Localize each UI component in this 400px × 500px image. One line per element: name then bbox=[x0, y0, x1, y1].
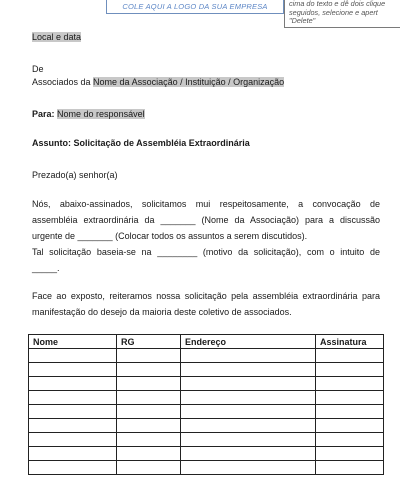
recipient-label: Para: bbox=[32, 109, 55, 119]
table-row[interactable] bbox=[29, 391, 384, 405]
logo-placeholder[interactable] bbox=[106, 0, 284, 14]
table-cell[interactable] bbox=[117, 433, 181, 447]
table-cell[interactable] bbox=[117, 377, 181, 391]
instruction-text bbox=[289, 0, 400, 26]
table-cell[interactable] bbox=[181, 405, 316, 419]
table-cell[interactable] bbox=[117, 391, 181, 405]
instruction-line: "Delete" bbox=[289, 16, 316, 26]
subject-line: Assunto: Solicitação de Assembléia Extraordinária bbox=[32, 138, 250, 148]
table-cell[interactable] bbox=[316, 391, 384, 405]
table-cell[interactable] bbox=[117, 405, 181, 419]
body-line: Tal solicitação baseia-se na ________ (motivo da solicitação), com o intuito de bbox=[32, 247, 380, 257]
table-cell[interactable] bbox=[316, 349, 384, 363]
column-header-name: Nome bbox=[29, 335, 117, 349]
table-cell[interactable] bbox=[29, 447, 117, 461]
instruction-line: seguidos, selecione e apert bbox=[289, 7, 378, 17]
table-cell[interactable] bbox=[181, 377, 316, 391]
table-row[interactable] bbox=[29, 461, 384, 475]
table-cell[interactable] bbox=[181, 363, 316, 377]
table-cell[interactable] bbox=[316, 405, 384, 419]
table-cell[interactable] bbox=[29, 377, 117, 391]
table-cell[interactable] bbox=[29, 461, 117, 475]
table-row[interactable] bbox=[29, 433, 384, 447]
recipient-name-field: Nome do responsável bbox=[57, 109, 145, 119]
table-cell[interactable] bbox=[316, 419, 384, 433]
body-paragraph bbox=[32, 196, 380, 276]
signature-table bbox=[28, 334, 384, 475]
table-cell[interactable] bbox=[117, 363, 181, 377]
table-cell[interactable] bbox=[316, 447, 384, 461]
closing-line: Face ao exposto, reiteramos nossa solicitação pela assembléia extraordinária para bbox=[32, 291, 380, 301]
table-cell[interactable] bbox=[29, 419, 117, 433]
from-line bbox=[32, 76, 284, 88]
greeting: Prezado(a) senhor(a) bbox=[32, 170, 118, 180]
column-header-rg: RG bbox=[117, 335, 181, 349]
from-label: De bbox=[32, 64, 44, 74]
table-cell[interactable] bbox=[316, 461, 384, 475]
table-cell[interactable] bbox=[181, 461, 316, 475]
table-cell[interactable] bbox=[316, 377, 384, 391]
table-cell[interactable] bbox=[316, 363, 384, 377]
table-cell[interactable] bbox=[29, 405, 117, 419]
table-cell[interactable] bbox=[316, 433, 384, 447]
closing-line: manifestação do desejo da maioria deste coletivo de associados. bbox=[32, 307, 292, 317]
column-header-address: Endereço bbox=[181, 335, 316, 349]
body-line: urgente de _______ (Colocar todos os assuntos a serem discutidos). bbox=[32, 231, 308, 241]
table-cell[interactable] bbox=[181, 447, 316, 461]
instruction-line: cima do texto e dê dois clique bbox=[289, 0, 386, 8]
table-row[interactable] bbox=[29, 405, 384, 419]
table-row[interactable] bbox=[29, 363, 384, 377]
closing-paragraph bbox=[32, 288, 380, 320]
table-cell[interactable] bbox=[29, 433, 117, 447]
table-cell[interactable] bbox=[181, 419, 316, 433]
table-cell[interactable] bbox=[181, 391, 316, 405]
place-date-text: Local e data bbox=[32, 32, 82, 42]
logo-placeholder-text: COLE AQUI A LOGO DA SUA EMPRESA bbox=[122, 2, 268, 11]
table-cell[interactable] bbox=[29, 349, 117, 363]
table-cell[interactable] bbox=[181, 433, 316, 447]
body-line: _____. bbox=[32, 263, 60, 273]
table-cell[interactable] bbox=[117, 461, 181, 475]
table-cell[interactable] bbox=[117, 447, 181, 461]
from-prefix: Associados da bbox=[32, 77, 94, 87]
place-date-field bbox=[32, 31, 81, 43]
column-header-signature: Assinatura bbox=[316, 335, 384, 349]
table-cell[interactable] bbox=[29, 363, 117, 377]
body-line: assembléia extraordinária da _______ (Nome da Associação) para a discussão bbox=[32, 215, 380, 225]
table-cell[interactable] bbox=[117, 419, 181, 433]
table-cell[interactable] bbox=[29, 391, 117, 405]
table-cell[interactable] bbox=[181, 349, 316, 363]
body-line: Nós, abaixo-assinados, solicitamos mui respeitosamente, a convocação de bbox=[32, 199, 380, 209]
recipient-line bbox=[32, 108, 145, 120]
table-row[interactable] bbox=[29, 447, 384, 461]
instruction-note bbox=[284, 0, 400, 28]
table-row[interactable] bbox=[29, 349, 384, 363]
table-cell[interactable] bbox=[117, 349, 181, 363]
organization-name-field: Nome da Associação / Instituição / Organização bbox=[93, 77, 285, 87]
table-row[interactable] bbox=[29, 419, 384, 433]
table-row[interactable] bbox=[29, 377, 384, 391]
table-header-row bbox=[29, 335, 384, 349]
